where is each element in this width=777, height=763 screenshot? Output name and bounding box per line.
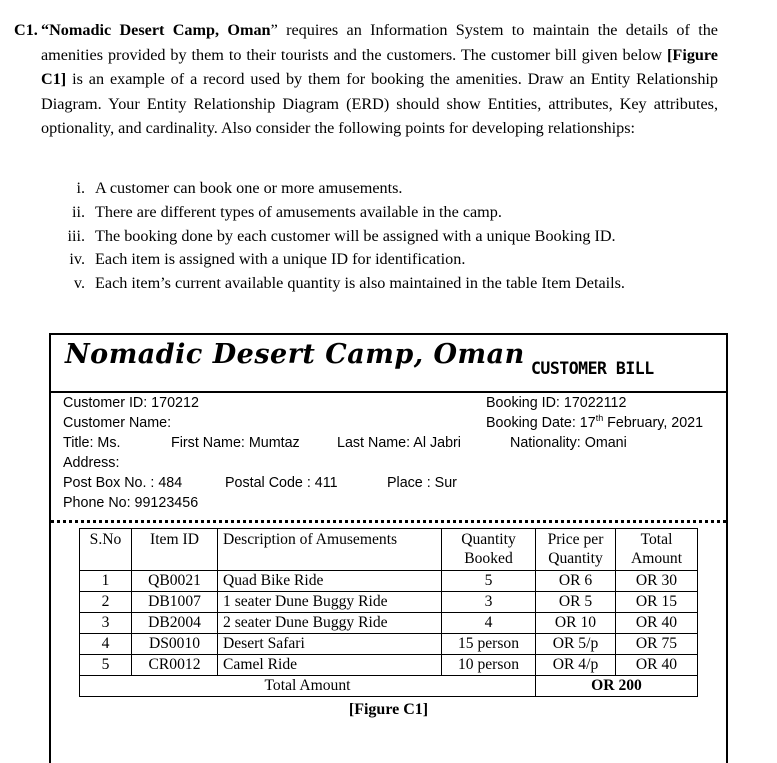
total-row [80,676,698,697]
cell-item-id: CR0012 [132,655,218,676]
cell-price: OR 5 [536,592,616,613]
cell-quantity: 15 person [442,634,536,655]
total-amount-label: Total Amount [80,676,536,697]
cell-quantity: 10 person [442,655,536,676]
cell-sno: 4 [80,634,132,655]
list-item-text: Each item is assigned with a unique ID for identification. [95,250,466,269]
list-item [60,177,740,201]
postal-code: Postal Code : 411 [225,475,338,491]
customer-id: Customer ID: 170212 [63,395,199,411]
header-price-per-quantity [536,529,616,571]
customer-name: Customer Name: [63,415,172,431]
question-title: “Nomadic Desert Camp, Oman [41,21,271,39]
camp-name-logo: Nomadic Desert Camp, Oman [65,339,525,370]
booking-date-day: Booking Date: 17 [486,415,596,431]
cell-description: Desert Safari [218,634,442,655]
list-item [60,201,740,225]
header-price-line2: Quantity [548,550,603,567]
table-header-row [80,529,698,571]
list-item-text: Each item’s current available quantity is also maintained in the table Item Details. [95,274,625,293]
phone-number: Phone No: 99123456 [63,495,199,511]
cell-price: OR 4/p [536,655,616,676]
booking-id: Booking ID: 17022112 [486,395,627,411]
list-item [60,225,740,249]
question-block [14,18,718,141]
address-label: Address: [63,455,120,471]
list-item-number: iv. [69,250,85,269]
booking-date-suffix: th [595,413,604,424]
customer-bill-label: CUSTOMER BILL [531,359,654,378]
first-name: First Name: Mumtaz [171,435,300,451]
header-sno: S.No [80,529,132,571]
bill-header [51,335,726,393]
question-number: C1. [14,21,38,39]
post-box: Post Box No. : 484 [63,475,183,491]
place: Place : Sur [387,475,457,491]
dotted-divider [51,520,726,523]
amenities-table [79,528,698,697]
header-total-line1: Total [640,531,673,548]
cell-total: OR 15 [616,592,698,613]
question-text [41,18,718,141]
header-quantity-line1: Quantity [461,531,516,548]
list-item-text: There are different types of amusements available in the camp. [95,202,502,221]
table-row [80,592,698,613]
table-row [80,571,698,592]
cell-description: Quad Bike Ride [218,571,442,592]
customer-details [63,393,723,515]
relationship-points-list [60,177,740,296]
last-name: Last Name: Al Jabri [337,435,461,451]
customer-bill [49,333,728,763]
cell-price: OR 6 [536,571,616,592]
booking-date [486,413,703,433]
list-item-text: A customer can book one or more amusements. [95,179,403,197]
cell-item-id: DB1007 [132,592,218,613]
table-row [80,655,698,676]
list-item [60,248,740,272]
list-item-text: The booking done by each customer will be assigned with a unique Booking ID. [95,226,616,245]
cell-quantity: 4 [442,613,536,634]
list-item-number: iii. [67,226,85,245]
nationality: Nationality: Omani [510,435,627,451]
header-total-line2: Amount [630,550,683,567]
cell-description: Camel Ride [218,655,442,676]
list-item [60,272,740,296]
cell-item-id: DB2004 [132,613,218,634]
question-text-part2: is an example of a record used by them for booking the amenities. Draw an Entity Relationship Diagram. Your Entity Relationship Diagram (ERD) should show Entities, attributes, Key attributes, optionality, and cardinality. Also consider the following points for developing relationships: [41,70,718,137]
list-item-number: ii. [71,202,85,221]
list-item-number: i. [76,179,85,197]
question-text-part1: ” requires an Information System to maintain the details of the amenities provided by them to their tourists and the customers. The customer bill given below [41,21,718,64]
header-quantity-booked [442,529,536,571]
cell-total: OR 40 [616,613,698,634]
cell-item-id: QB0021 [132,571,218,592]
header-item-id: Item ID [132,529,218,571]
header-total-amount [616,529,698,571]
cell-item-id: DS0010 [132,634,218,655]
figure-caption: [Figure C1] [348,701,429,718]
cell-sno: 5 [80,655,132,676]
figure-reference: [Figure C1] [41,45,718,88]
cell-description: 2 seater Dune Buggy Ride [218,613,442,634]
header-quantity-line2: Booked [464,550,513,567]
cell-sno: 2 [80,592,132,613]
table-row [80,613,698,634]
cell-description: 1 seater Dune Buggy Ride [218,592,442,613]
cell-sno: 3 [80,613,132,634]
header-price-line1: Price per [547,531,604,548]
cell-total: OR 40 [616,655,698,676]
cell-sno: 1 [80,571,132,592]
list-item-number: v. [73,274,85,293]
cell-price: OR 5/p [536,634,616,655]
total-amount-value: OR 200 [536,676,698,697]
table-row [80,634,698,655]
booking-date-month-year: February, 2021 [603,415,704,431]
cell-quantity: 3 [442,592,536,613]
header-description: Description of Amusements [218,529,442,571]
cell-total: OR 75 [616,634,698,655]
cell-price: OR 10 [536,613,616,634]
cell-total: OR 30 [616,571,698,592]
cell-quantity: 5 [442,571,536,592]
customer-title: Title: Ms. [63,435,121,451]
